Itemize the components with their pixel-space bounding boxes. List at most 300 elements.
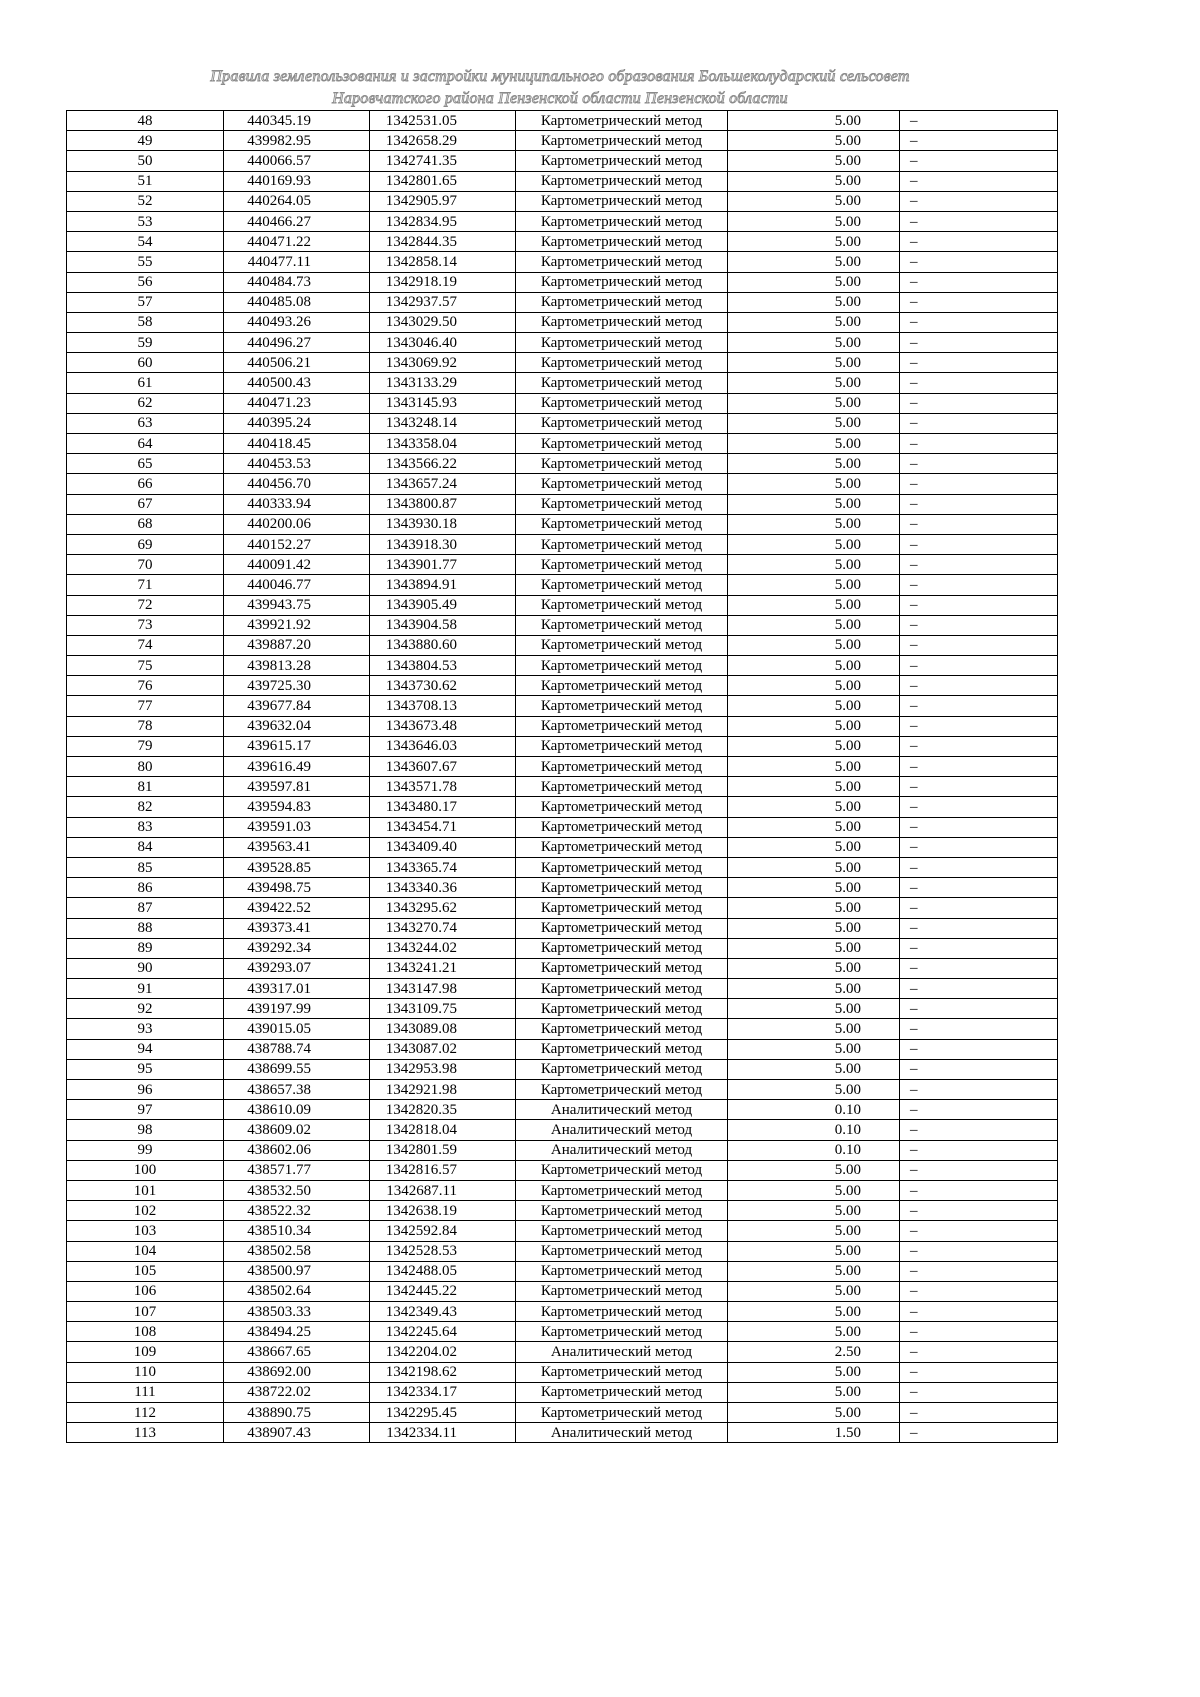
point-number-cell: 96 — [67, 1080, 224, 1100]
point-number-cell: 74 — [67, 635, 224, 655]
coordinate-x-cell: 439292.34 — [224, 938, 370, 958]
coordinate-x-cell: 440169.93 — [224, 171, 370, 191]
note-cell: – — [900, 999, 1058, 1019]
accuracy-cell: 5.00 — [728, 878, 900, 898]
coordinate-x-cell: 438692.00 — [224, 1362, 370, 1382]
table-row — [67, 1221, 1058, 1241]
table-row — [67, 817, 1058, 837]
table-row — [67, 312, 1058, 332]
accuracy-cell: 5.00 — [728, 292, 900, 312]
note-cell: – — [900, 353, 1058, 373]
table-row — [67, 191, 1058, 211]
table-row — [67, 938, 1058, 958]
accuracy-cell: 5.00 — [728, 716, 900, 736]
method-cell: Картометрический метод — [516, 797, 728, 817]
note-cell: – — [900, 656, 1058, 676]
coordinate-y-cell: 1343089.08 — [370, 1019, 516, 1039]
accuracy-cell: 5.00 — [728, 191, 900, 211]
method-cell: Картометрический метод — [516, 1160, 728, 1180]
coordinate-x-cell: 440506.21 — [224, 353, 370, 373]
note-cell: – — [900, 757, 1058, 777]
point-number-cell: 75 — [67, 656, 224, 676]
coordinate-y-cell: 1343880.60 — [370, 635, 516, 655]
coordinate-x-cell: 440152.27 — [224, 534, 370, 554]
method-cell: Картометрический метод — [516, 353, 728, 373]
coordinate-x-cell: 439015.05 — [224, 1019, 370, 1039]
accuracy-cell: 5.00 — [728, 1019, 900, 1039]
page-header — [0, 66, 1120, 110]
accuracy-cell: 5.00 — [728, 1403, 900, 1423]
accuracy-cell: 5.00 — [728, 252, 900, 272]
coordinate-y-cell: 1343905.49 — [370, 595, 516, 615]
accuracy-cell: 5.00 — [728, 151, 900, 171]
point-number-cell: 105 — [67, 1261, 224, 1281]
coordinate-y-cell: 1343147.98 — [370, 979, 516, 999]
coordinate-x-cell: 439597.81 — [224, 777, 370, 797]
accuracy-cell: 5.00 — [728, 1039, 900, 1059]
table-row — [67, 1059, 1058, 1079]
table-row — [67, 1039, 1058, 1059]
coordinate-y-cell: 1343646.03 — [370, 736, 516, 756]
coordinate-x-cell: 440466.27 — [224, 211, 370, 231]
point-number-cell: 72 — [67, 595, 224, 615]
table-row — [67, 716, 1058, 736]
point-number-cell: 107 — [67, 1302, 224, 1322]
method-cell: Картометрический метод — [516, 171, 728, 191]
note-cell: – — [900, 1423, 1058, 1443]
table-row — [67, 131, 1058, 151]
table-row — [67, 1120, 1058, 1140]
coordinate-y-cell: 1342687.11 — [370, 1180, 516, 1200]
accuracy-cell: 5.00 — [728, 474, 900, 494]
coordinate-y-cell: 1342295.45 — [370, 1403, 516, 1423]
coordinate-x-cell: 438522.32 — [224, 1201, 370, 1221]
accuracy-cell: 5.00 — [728, 272, 900, 292]
method-cell: Картометрический метод — [516, 333, 728, 353]
method-cell: Картометрический метод — [516, 777, 728, 797]
method-cell: Картометрический метод — [516, 1362, 728, 1382]
coordinate-y-cell: 1342349.43 — [370, 1302, 516, 1322]
method-cell: Картометрический метод — [516, 736, 728, 756]
accuracy-cell: 2.50 — [728, 1342, 900, 1362]
table-row — [67, 555, 1058, 575]
coordinate-y-cell: 1343894.91 — [370, 575, 516, 595]
table-row — [67, 454, 1058, 474]
coordinate-y-cell: 1343566.22 — [370, 454, 516, 474]
note-cell: – — [900, 938, 1058, 958]
coordinate-x-cell: 440500.43 — [224, 373, 370, 393]
accuracy-cell: 5.00 — [728, 1241, 900, 1261]
table-row — [67, 777, 1058, 797]
point-number-cell: 84 — [67, 837, 224, 857]
accuracy-cell: 5.00 — [728, 353, 900, 373]
method-cell: Картометрический метод — [516, 837, 728, 857]
coordinate-y-cell: 1343918.30 — [370, 534, 516, 554]
method-cell: Картометрический метод — [516, 1403, 728, 1423]
point-number-cell: 110 — [67, 1362, 224, 1382]
table-row — [67, 1382, 1058, 1402]
method-cell: Картометрический метод — [516, 494, 728, 514]
method-cell: Картометрический метод — [516, 454, 728, 474]
accuracy-cell: 0.10 — [728, 1140, 900, 1160]
point-number-cell: 90 — [67, 958, 224, 978]
note-cell: – — [900, 474, 1058, 494]
table-row — [67, 1261, 1058, 1281]
coordinate-x-cell: 439498.75 — [224, 878, 370, 898]
method-cell: Картометрический метод — [516, 292, 728, 312]
table-row — [67, 918, 1058, 938]
coordinate-y-cell: 1342818.04 — [370, 1120, 516, 1140]
coordinate-y-cell: 1343248.14 — [370, 413, 516, 433]
coordinate-x-cell: 440456.70 — [224, 474, 370, 494]
coordinate-y-cell: 1342820.35 — [370, 1100, 516, 1120]
coordinate-y-cell: 1343730.62 — [370, 676, 516, 696]
coordinate-y-cell: 1343241.21 — [370, 958, 516, 978]
method-cell: Картометрический метод — [516, 1221, 728, 1241]
table-row — [67, 353, 1058, 373]
coordinate-x-cell: 439594.83 — [224, 797, 370, 817]
accuracy-cell: 5.00 — [728, 131, 900, 151]
accuracy-cell: 5.00 — [728, 635, 900, 655]
note-cell: – — [900, 272, 1058, 292]
coordinate-x-cell: 439982.95 — [224, 131, 370, 151]
coordinate-y-cell: 1343270.74 — [370, 918, 516, 938]
coordinate-y-cell: 1342834.95 — [370, 211, 516, 231]
coordinate-y-cell: 1342198.62 — [370, 1362, 516, 1382]
coordinate-y-cell: 1343454.71 — [370, 817, 516, 837]
coordinate-y-cell: 1343365.74 — [370, 857, 516, 877]
note-cell: – — [900, 837, 1058, 857]
point-number-cell: 61 — [67, 373, 224, 393]
table-row — [67, 736, 1058, 756]
point-number-cell: 55 — [67, 252, 224, 272]
point-number-cell: 63 — [67, 413, 224, 433]
table-row — [67, 999, 1058, 1019]
table-row — [67, 878, 1058, 898]
note-cell: – — [900, 1059, 1058, 1079]
coordinate-x-cell: 439632.04 — [224, 716, 370, 736]
coordinate-y-cell: 1343409.40 — [370, 837, 516, 857]
point-number-cell: 79 — [67, 736, 224, 756]
coordinate-y-cell: 1343087.02 — [370, 1039, 516, 1059]
note-cell: – — [900, 252, 1058, 272]
coordinate-x-cell: 439813.28 — [224, 656, 370, 676]
coordinate-x-cell: 438502.58 — [224, 1241, 370, 1261]
accuracy-cell: 5.00 — [728, 1221, 900, 1241]
point-number-cell: 49 — [67, 131, 224, 151]
point-number-cell: 58 — [67, 312, 224, 332]
note-cell: – — [900, 1362, 1058, 1382]
point-number-cell: 77 — [67, 696, 224, 716]
method-cell: Картометрический метод — [516, 696, 728, 716]
coordinate-y-cell: 1342741.35 — [370, 151, 516, 171]
note-cell: – — [900, 1302, 1058, 1322]
accuracy-cell: 0.10 — [728, 1100, 900, 1120]
method-cell: Картометрический метод — [516, 716, 728, 736]
point-number-cell: 66 — [67, 474, 224, 494]
accuracy-cell: 5.00 — [728, 1180, 900, 1200]
point-number-cell: 65 — [67, 454, 224, 474]
note-cell: – — [900, 151, 1058, 171]
table-row — [67, 413, 1058, 433]
table-row — [67, 514, 1058, 534]
point-number-cell: 113 — [67, 1423, 224, 1443]
coordinate-x-cell: 440046.77 — [224, 575, 370, 595]
note-cell: – — [900, 857, 1058, 877]
note-cell: – — [900, 1241, 1058, 1261]
coordinate-y-cell: 1342334.11 — [370, 1423, 516, 1443]
note-cell: – — [900, 413, 1058, 433]
method-cell: Аналитический метод — [516, 1342, 728, 1362]
point-number-cell: 52 — [67, 191, 224, 211]
coordinate-y-cell: 1342531.05 — [370, 111, 516, 131]
table-row — [67, 434, 1058, 454]
coordinate-y-cell: 1343069.92 — [370, 353, 516, 373]
note-cell: – — [900, 1180, 1058, 1200]
table-row — [67, 171, 1058, 191]
method-cell: Аналитический метод — [516, 1100, 728, 1120]
point-number-cell: 109 — [67, 1342, 224, 1362]
accuracy-cell: 5.00 — [728, 1322, 900, 1342]
note-cell: – — [900, 171, 1058, 191]
coordinate-x-cell: 439616.49 — [224, 757, 370, 777]
note-cell: – — [900, 1322, 1058, 1342]
point-number-cell: 98 — [67, 1120, 224, 1140]
table-row — [67, 979, 1058, 999]
coordinate-x-cell: 440395.24 — [224, 413, 370, 433]
note-cell: – — [900, 635, 1058, 655]
method-cell: Картометрический метод — [516, 1281, 728, 1301]
accuracy-cell: 5.00 — [728, 696, 900, 716]
point-number-cell: 51 — [67, 171, 224, 191]
point-number-cell: 85 — [67, 857, 224, 877]
accuracy-cell: 5.00 — [728, 938, 900, 958]
method-cell: Картометрический метод — [516, 474, 728, 494]
coordinate-x-cell: 439317.01 — [224, 979, 370, 999]
table-row — [67, 474, 1058, 494]
coordinate-y-cell: 1343244.02 — [370, 938, 516, 958]
coordinate-x-cell: 439528.85 — [224, 857, 370, 877]
accuracy-cell: 5.00 — [728, 757, 900, 777]
note-cell: – — [900, 393, 1058, 413]
coordinate-x-cell: 438609.02 — [224, 1120, 370, 1140]
point-number-cell: 69 — [67, 534, 224, 554]
point-number-cell: 112 — [67, 1403, 224, 1423]
table-row — [67, 211, 1058, 231]
coordinate-x-cell: 440496.27 — [224, 333, 370, 353]
accuracy-cell: 5.00 — [728, 393, 900, 413]
coordinate-y-cell: 1343340.36 — [370, 878, 516, 898]
accuracy-cell: 5.00 — [728, 918, 900, 938]
coordinate-x-cell: 439422.52 — [224, 898, 370, 918]
method-cell: Аналитический метод — [516, 1423, 728, 1443]
coordinate-y-cell: 1343358.04 — [370, 434, 516, 454]
method-cell: Картометрический метод — [516, 1261, 728, 1281]
accuracy-cell: 5.00 — [728, 333, 900, 353]
point-number-cell: 95 — [67, 1059, 224, 1079]
point-number-cell: 62 — [67, 393, 224, 413]
coordinate-x-cell: 439373.41 — [224, 918, 370, 938]
coordinate-y-cell: 1342921.98 — [370, 1080, 516, 1100]
point-number-cell: 64 — [67, 434, 224, 454]
method-cell: Картометрический метод — [516, 534, 728, 554]
method-cell: Картометрический метод — [516, 898, 728, 918]
table-row — [67, 1080, 1058, 1100]
point-number-cell: 48 — [67, 111, 224, 131]
table-row — [67, 1019, 1058, 1039]
accuracy-cell: 1.50 — [728, 1423, 900, 1443]
point-number-cell: 89 — [67, 938, 224, 958]
method-cell: Аналитический метод — [516, 1120, 728, 1140]
accuracy-cell: 5.00 — [728, 898, 900, 918]
accuracy-cell: 5.00 — [728, 434, 900, 454]
accuracy-cell: 5.00 — [728, 413, 900, 433]
coordinate-x-cell: 440477.11 — [224, 252, 370, 272]
method-cell: Картометрический метод — [516, 635, 728, 655]
note-cell: – — [900, 232, 1058, 252]
method-cell: Картометрический метод — [516, 938, 728, 958]
coordinate-x-cell: 438494.25 — [224, 1322, 370, 1342]
coordinate-x-cell: 440264.05 — [224, 191, 370, 211]
method-cell: Картометрический метод — [516, 1080, 728, 1100]
note-cell: – — [900, 1120, 1058, 1140]
coordinate-y-cell: 1343901.77 — [370, 555, 516, 575]
note-cell: – — [900, 333, 1058, 353]
method-cell: Картометрический метод — [516, 393, 728, 413]
coordinate-y-cell: 1342816.57 — [370, 1160, 516, 1180]
accuracy-cell: 5.00 — [728, 514, 900, 534]
note-cell: – — [900, 797, 1058, 817]
table-row — [67, 232, 1058, 252]
accuracy-cell: 5.00 — [728, 736, 900, 756]
coordinate-x-cell: 439591.03 — [224, 817, 370, 837]
coordinate-x-cell: 440471.23 — [224, 393, 370, 413]
header-line-1: Правила землепользования и застройки муниципального образования Большеколударский сельсовет — [210, 68, 910, 85]
coordinate-y-cell: 1343804.53 — [370, 656, 516, 676]
accuracy-cell: 5.00 — [728, 1160, 900, 1180]
table-row — [67, 857, 1058, 877]
accuracy-cell: 5.00 — [728, 797, 900, 817]
table-row — [67, 1241, 1058, 1261]
coordinate-y-cell: 1343571.78 — [370, 777, 516, 797]
note-cell: – — [900, 979, 1058, 999]
point-number-cell: 57 — [67, 292, 224, 312]
note-cell: – — [900, 1382, 1058, 1402]
coordinate-y-cell: 1342488.05 — [370, 1261, 516, 1281]
coordinate-y-cell: 1343930.18 — [370, 514, 516, 534]
note-cell: – — [900, 958, 1058, 978]
coordinate-x-cell: 438500.97 — [224, 1261, 370, 1281]
method-cell: Картометрический метод — [516, 555, 728, 575]
coordinate-y-cell: 1343657.24 — [370, 474, 516, 494]
point-number-cell: 88 — [67, 918, 224, 938]
table-row — [67, 1281, 1058, 1301]
point-number-cell: 87 — [67, 898, 224, 918]
table-row — [67, 1362, 1058, 1382]
point-number-cell: 101 — [67, 1180, 224, 1200]
coordinate-x-cell: 438667.65 — [224, 1342, 370, 1362]
note-cell: – — [900, 777, 1058, 797]
note-cell: – — [900, 1039, 1058, 1059]
coordinates-table — [66, 110, 1058, 1443]
coordinate-y-cell: 1343145.93 — [370, 393, 516, 413]
accuracy-cell: 5.00 — [728, 595, 900, 615]
table-row — [67, 1100, 1058, 1120]
table-row — [67, 252, 1058, 272]
coordinate-y-cell: 1343904.58 — [370, 615, 516, 635]
note-cell: – — [900, 1019, 1058, 1039]
point-number-cell: 68 — [67, 514, 224, 534]
table-row — [67, 373, 1058, 393]
coordinate-x-cell: 439293.07 — [224, 958, 370, 978]
coordinate-x-cell: 440453.53 — [224, 454, 370, 474]
point-number-cell: 60 — [67, 353, 224, 373]
method-cell: Картометрический метод — [516, 1322, 728, 1342]
coordinate-y-cell: 1343109.75 — [370, 999, 516, 1019]
table-row — [67, 1342, 1058, 1362]
method-cell: Картометрический метод — [516, 757, 728, 777]
coordinate-x-cell: 438788.74 — [224, 1039, 370, 1059]
coordinate-y-cell: 1342844.35 — [370, 232, 516, 252]
coordinate-x-cell: 438907.43 — [224, 1423, 370, 1443]
table-row — [67, 1180, 1058, 1200]
coordinate-x-cell: 439677.84 — [224, 696, 370, 716]
coordinate-y-cell: 1342858.14 — [370, 252, 516, 272]
accuracy-cell: 5.00 — [728, 1302, 900, 1322]
accuracy-cell: 5.00 — [728, 837, 900, 857]
accuracy-cell: 5.00 — [728, 1080, 900, 1100]
point-number-cell: 80 — [67, 757, 224, 777]
coordinate-y-cell: 1342638.19 — [370, 1201, 516, 1221]
accuracy-cell: 5.00 — [728, 1201, 900, 1221]
table-row — [67, 272, 1058, 292]
table-row — [67, 393, 1058, 413]
table-row — [67, 595, 1058, 615]
table-row — [67, 696, 1058, 716]
table-row — [67, 797, 1058, 817]
point-number-cell: 83 — [67, 817, 224, 837]
note-cell: – — [900, 898, 1058, 918]
coordinate-x-cell: 440485.08 — [224, 292, 370, 312]
note-cell: – — [900, 434, 1058, 454]
note-cell: – — [900, 1403, 1058, 1423]
note-cell: – — [900, 1221, 1058, 1241]
accuracy-cell: 5.00 — [728, 1281, 900, 1301]
accuracy-cell: 5.00 — [728, 857, 900, 877]
point-number-cell: 53 — [67, 211, 224, 231]
method-cell: Картометрический метод — [516, 958, 728, 978]
coordinate-x-cell: 439563.41 — [224, 837, 370, 857]
table-row — [67, 1423, 1058, 1443]
method-cell: Картометрический метод — [516, 918, 728, 938]
point-number-cell: 86 — [67, 878, 224, 898]
point-number-cell: 59 — [67, 333, 224, 353]
note-cell: – — [900, 111, 1058, 131]
coordinate-y-cell: 1342801.59 — [370, 1140, 516, 1160]
coordinate-y-cell: 1343673.48 — [370, 716, 516, 736]
note-cell: – — [900, 1100, 1058, 1120]
coordinate-x-cell: 439943.75 — [224, 595, 370, 615]
coordinate-x-cell: 440471.22 — [224, 232, 370, 252]
method-cell: Картометрический метод — [516, 878, 728, 898]
coordinate-x-cell: 438510.34 — [224, 1221, 370, 1241]
note-cell: – — [900, 1261, 1058, 1281]
coordinate-x-cell: 440418.45 — [224, 434, 370, 454]
point-number-cell: 76 — [67, 676, 224, 696]
note-cell: – — [900, 534, 1058, 554]
note-cell: – — [900, 131, 1058, 151]
method-cell: Картометрический метод — [516, 413, 728, 433]
